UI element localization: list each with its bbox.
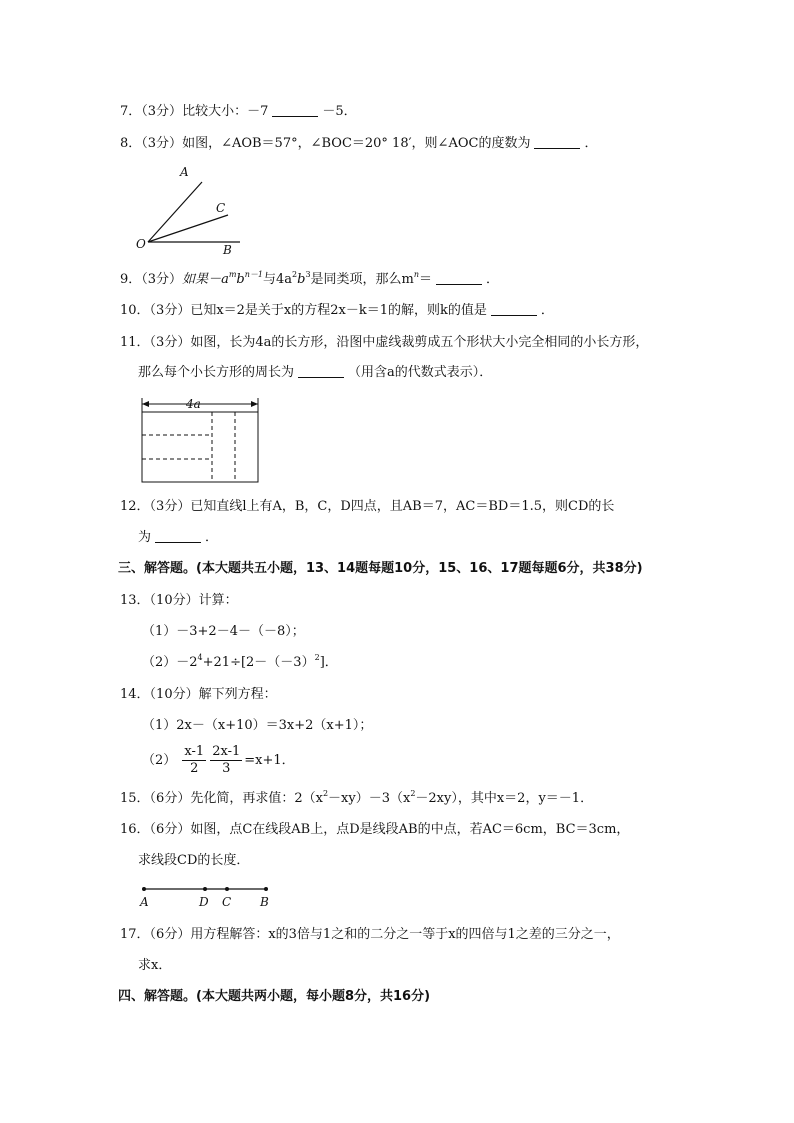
dimension-label: 4a [186, 397, 201, 411]
answer-blank[interactable] [436, 271, 482, 285]
numerator: 2x-1 [212, 744, 241, 759]
score: （3分） [141, 136, 183, 151]
question-11-line-2 [138, 364, 492, 382]
question-text: 如图，长为4a的长方形，沿图中虚线裁剪成五个形状大小完全相同的小长方形， [190, 335, 649, 350]
question-text: 解下列方程： [198, 687, 277, 702]
label-o: O [136, 237, 146, 251]
question-number: 8． [120, 136, 142, 151]
question-14-part-2 [142, 744, 295, 778]
denominator: 2 [190, 761, 199, 776]
score: （10分） [149, 593, 199, 608]
answer-blank[interactable] [534, 135, 580, 149]
term-text: b [236, 272, 245, 287]
fraction [182, 744, 206, 777]
question-13-part-2 [142, 654, 338, 672]
exponent: n [413, 270, 420, 279]
question-text-after: （用含a的代数式表示）． [348, 365, 493, 380]
arrow-left-icon [142, 401, 149, 407]
question-text: 如图，∠AOB＝57°，∠BOC＝20° 18′，则∠AOC的度数为 [182, 136, 531, 151]
expr-text: ]． [319, 655, 338, 670]
label-c: C [222, 895, 232, 909]
question-number: 9． [120, 272, 142, 287]
score: （3分） [149, 335, 191, 350]
score: （10分） [149, 687, 199, 702]
score: （6分） [149, 822, 191, 837]
label-a: A [140, 895, 149, 909]
rectangle-figure [138, 392, 268, 487]
numerator: x-1 [184, 744, 205, 759]
label-b: B [223, 243, 232, 257]
question-12 [120, 498, 614, 516]
question-number: 16． [120, 822, 150, 837]
question-13 [120, 592, 238, 610]
question-number: 15． [120, 791, 150, 806]
question-text: 已知直线l上有A，B，C，D四点，且AB＝7，AC＝BD＝1.5，则CD的长 [190, 499, 615, 514]
question-17 [120, 926, 620, 944]
question-text-after: ． [584, 136, 598, 151]
question-number: 11． [120, 335, 150, 350]
point-c [225, 887, 229, 891]
question-8 [120, 135, 597, 153]
expr-text: －2xy），其中x＝2，y＝－1． [415, 791, 594, 806]
question-text: 比较大小：－7 [182, 104, 269, 119]
question-text: 为 [138, 530, 152, 545]
question-16-line-2: 求线段CD的长度． [138, 853, 250, 868]
score: （3分） [141, 104, 183, 119]
segment-figure [136, 880, 276, 910]
question-14-part-1: （1）2x－（x+10）＝3x+2（x+1）； [142, 718, 373, 733]
question-text: 用方程解答：x的3倍与1之和的二分之一等于x的四倍与1之差的三分之一， [190, 927, 620, 942]
denominator: 3 [222, 761, 231, 776]
expr-text: （2）－2 [142, 655, 198, 670]
expr-text: =x+1． [244, 753, 295, 768]
big-rectangle [142, 412, 258, 482]
score: （6分） [149, 927, 191, 942]
question-15 [120, 790, 593, 808]
question-number: 7． [120, 104, 142, 119]
term-text: ＝ [419, 272, 433, 287]
question-number: 12． [120, 499, 150, 514]
point-b [264, 887, 268, 891]
question-11 [120, 334, 648, 352]
expr-text: －xy）－3（x [328, 791, 411, 806]
exponent: 2 [292, 270, 298, 279]
expr-text: +21÷[2－（－3） [202, 655, 315, 670]
label-a: A [180, 165, 189, 179]
point-a [142, 887, 146, 891]
exponent: 2 [314, 653, 320, 662]
score: （3分） [149, 303, 191, 318]
expr-text: 先化简，再求值：2（x [190, 791, 323, 806]
question-9 [120, 271, 499, 289]
question-number: 13． [120, 593, 150, 608]
question-text-after: ． [486, 272, 500, 287]
question-number: 14． [120, 687, 150, 702]
question-16 [120, 821, 629, 839]
question-number: 17． [120, 927, 150, 942]
question-text: 计算： [198, 593, 238, 608]
question-text-after: －5． [322, 104, 357, 119]
label-c: C [216, 201, 226, 215]
exponent: 2 [322, 789, 329, 798]
question-7 [120, 103, 357, 121]
answer-blank[interactable] [491, 302, 537, 316]
question-14 [120, 686, 277, 704]
question-17-line-2: 求x． [138, 958, 172, 973]
answer-blank[interactable] [298, 364, 344, 378]
section-4-heading: 四、解答题。(本大题共两小题，每小题8分，共16分) [118, 989, 431, 1004]
question-number: 10． [120, 303, 150, 318]
section-3-heading: 三、解答题。(本大题共五小题，13、14题每题10分，15、16、17题每题6分，共38分) [118, 561, 643, 576]
exponent: 4 [197, 653, 203, 662]
score: （6分） [149, 791, 191, 806]
exponent: m [228, 270, 237, 279]
angle-figure [130, 160, 250, 260]
question-10 [120, 302, 554, 320]
question-text-after: ． [205, 530, 219, 545]
expr-text: （2） [142, 753, 177, 768]
label-b: B [260, 895, 269, 909]
question-text-after: ． [540, 303, 554, 318]
answer-blank[interactable] [272, 103, 318, 117]
arrow-right-icon [251, 401, 258, 407]
answer-blank[interactable] [155, 529, 201, 543]
exponent: n－1 [244, 270, 263, 279]
score: （3分） [149, 499, 191, 514]
point-d [203, 887, 207, 891]
exponent: 2 [410, 789, 416, 798]
question-12-line-2 [138, 529, 218, 547]
question-13-part-1: （1）－3+2－4－（－8）； [142, 624, 305, 639]
fraction [210, 744, 242, 777]
term-text: 与4a [263, 272, 293, 287]
question-text: 如图，点C在线段AB上，点D是线段AB的中点，若AC＝6cm，BC＝3cm， [190, 822, 630, 837]
term-text: 如果－a [182, 272, 229, 287]
term-text: b [297, 272, 306, 287]
question-text: 已知x＝2是关于x的方程2x－k＝1的解，则k的值是 [190, 303, 487, 318]
exponent: 3 [305, 270, 311, 279]
label-d: D [199, 895, 209, 909]
term-text: 是同类项，那么m [310, 272, 414, 287]
question-text: 那么每个小长方形的周长为 [138, 365, 295, 380]
score: （3分） [141, 272, 183, 287]
